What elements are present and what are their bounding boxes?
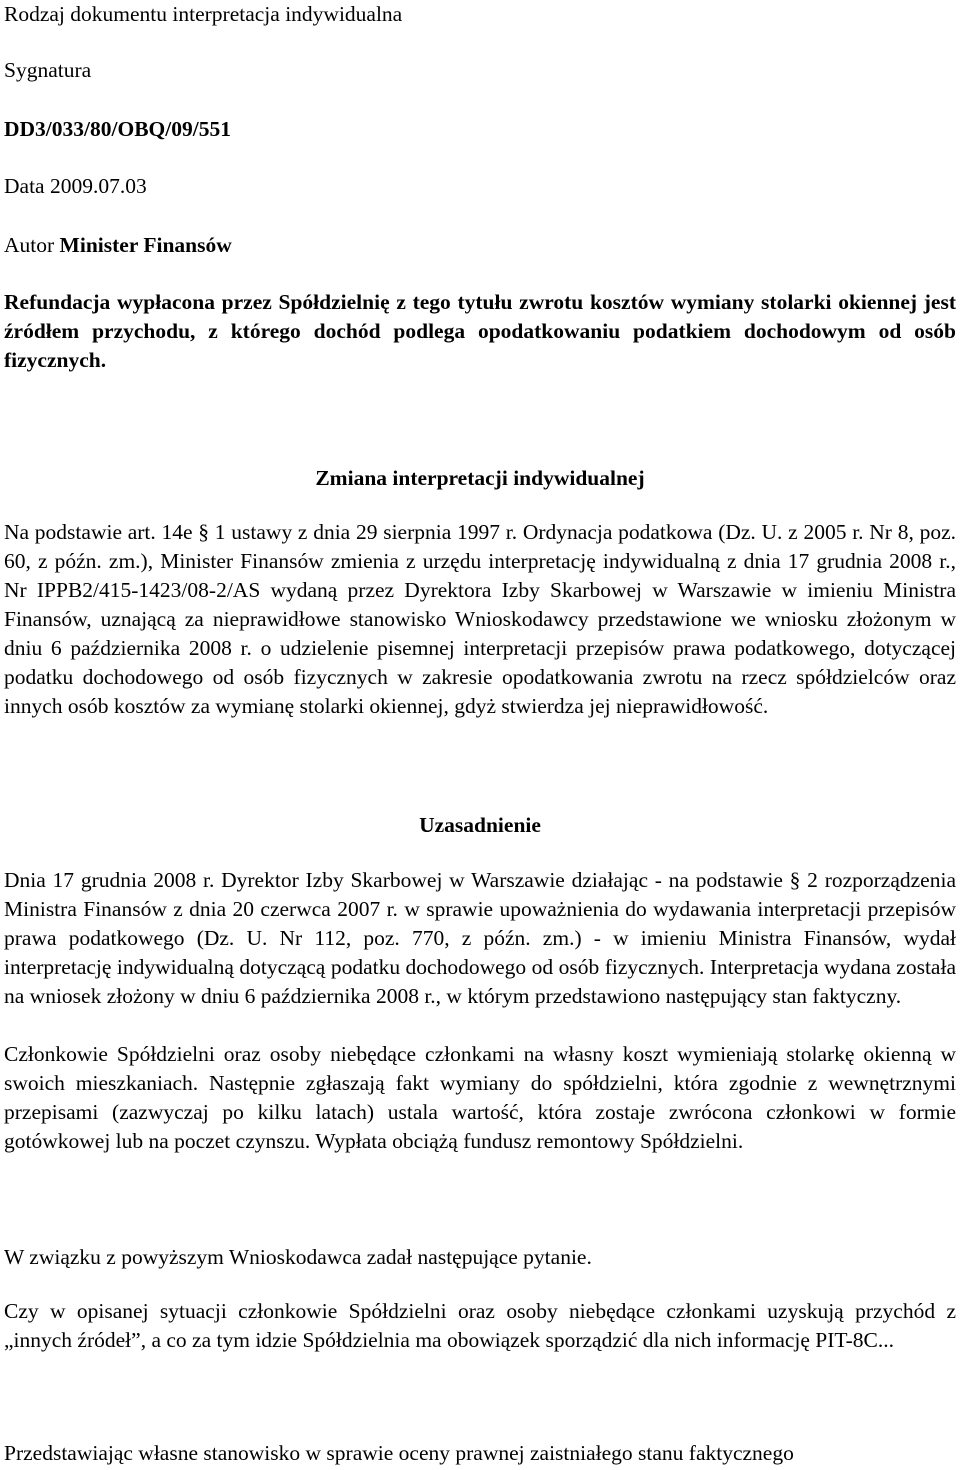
justification-paragraph: Dnia 17 grudnia 2008 r. Dyrektor Izby Skarbowej w Warszawie działając - na podstawie § 2 rozporządzenia Ministra Finansów z dnia 20 czerwca 2007 r. w sprawie upoważnienia do wydawania interpretacji przepisów prawa podatkowego (Dz. U. Nr 112, poz. 770, z późn. zm.) - w imieniu Ministra Finansów, wydał interpretację indywidualną dotyczącą podatku dochodowego od osób fizycznych. Interpretacja wydana została na wniosek złożony w dniu 6 października 2008 r., w którym przedstawiono następujący stan faktyczny. <box>4 868 956 1008</box>
author-value: Minister Finansów <box>59 233 232 257</box>
signature-label: Sygnatura <box>4 58 92 82</box>
document-type: Rodzaj dokumentu interpretacja indywidualna <box>4 2 403 26</box>
document-date: Data 2009.07.03 <box>4 174 147 198</box>
change-heading: Zmiana interpretacji indywidualnej <box>315 466 645 490</box>
justification-paragraph: Członkowie Spółdzielni oraz osoby niebędące członkami na własny koszt wymieniają stolarkę okienną w swoich mieszkaniach. Następnie zgłaszają fakt wymiany do spółdzielni, która zgodnie z wewnętrznymi przepisami (zazwyczaj po kilku latach) ustala wartość, która zostaje zwrócona członkowi w formie gotówkowej lub na poczet czynszu. Wypłata obciążą fundusz remontowy Spółdzielni. <box>4 1042 956 1153</box>
justification-heading: Uzasadnienie <box>419 813 541 837</box>
justification-paragraph: Czy w opisanej sytuacji członkowie Spółdzielni oraz osoby niebędące członkami uzyskują przychód z „innych źródeł”, a co za tym idzie Spółdzielnia ma obowiązek sporządzić dla nich informację PIT-8C... <box>4 1299 956 1352</box>
author-label: Autor <box>4 233 60 257</box>
justification-paragraph: Przedstawiając własne stanowisko w sprawie oceny prawnej zaistniałego stanu faktycznego <box>4 1441 794 1465</box>
change-paragraph: Na podstawie art. 14e § 1 ustawy z dnia 29 sierpnia 1997 r. Ordynacja podatkowa (Dz. U. z 2005 r. Nr 8, poz. 60, z późn. zm.), Minister Finansów zmienia z urzędu interpretację indywidualną z dnia 17 grudnia 2008 r., Nr IPPB2/415-1423/08-2/AS wydaną przez Dyrektora Izby Skarbowej w Warszawie w imieniu Ministra Finansów, uznającą za nieprawidłowe stanowisko Wnioskodawcy przedstawione we wniosku złożonym w dniu 6 października 2008 r. o udzielenie pisemnej interpretacji przepisów prawa podatkowego, dotyczącej podatku dochodowego od osób fizycznych w zakresie opodatkowania zwrotu na rzecz spółdzielców oraz innych osób kosztów za wymianę stolarki okiennej, gdyż stwierdza jej nieprawidłowość. <box>4 520 956 718</box>
author-line <box>4 231 232 260</box>
justification-paragraph: W związku z powyższym Wnioskodawca zadał następujące pytanie. <box>4 1245 592 1269</box>
signature-value: DD3/033/80/OBQ/09/551 <box>4 117 231 141</box>
thesis-text: Refundacja wypłacona przez Spółdzielnię z tego tytułu zwrotu kosztów wymiany stolarki okiennej jest źródłem przychodu, z którego dochód podlega opodatkowaniu podatkiem dochodowym od osób fizycznych. <box>4 290 956 372</box>
